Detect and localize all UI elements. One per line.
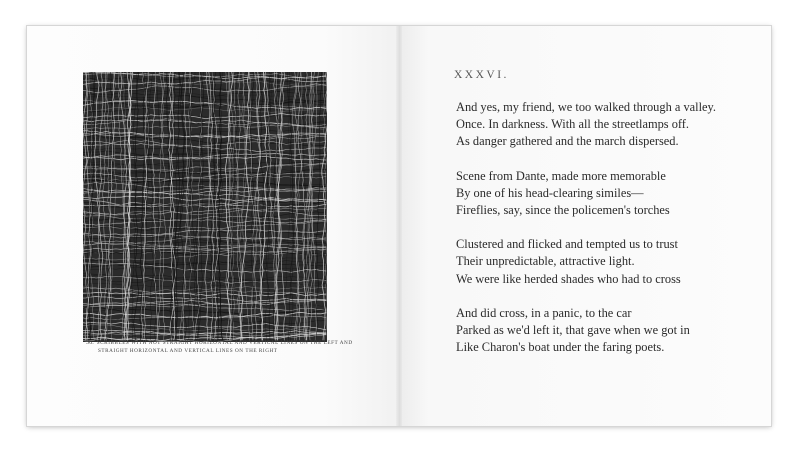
poem-line: As danger gathered and the march dispersed.	[456, 134, 679, 149]
caption-line-2: STRAIGHT HORIZONTAL AND VERTICAL LINES ON THE RIGHT	[98, 348, 278, 354]
scribble-drawing	[83, 72, 327, 342]
poem-line: Like Charon's boat under the faring poets.	[456, 340, 665, 355]
poem-line: And yes, my friend, we too walked through a valley.	[456, 100, 717, 114]
poem-number: XXXVI.	[454, 69, 509, 81]
stanza-2	[456, 168, 756, 220]
book-gutter	[396, 26, 402, 426]
poem-line: Fireflies, say, since the policemen's torches	[456, 202, 670, 217]
poem-line: Their unpredictable, attractive light.	[456, 254, 635, 269]
poem-line: We were like herded shades who had to cross	[456, 271, 681, 286]
stanza-1	[456, 99, 756, 151]
poem-line: Clustered and flicked and tempted us to trust	[456, 237, 678, 252]
caption-number: 36.	[86, 339, 94, 346]
poem-line: Parked as we'd left it, that gave when we got in	[456, 322, 690, 337]
poem-line: By one of his head-clearing similes—	[456, 185, 644, 200]
poem-line: Scene from Dante, made more memorable	[456, 168, 666, 183]
poem-line: And did cross, in a panic, to the car	[456, 305, 632, 320]
poem-line: Once. In darkness. With all the streetlamps off.	[456, 117, 690, 132]
caption-line-1: SCRIBBLES WITH NOT STRAIGHT HORIZONTAL AND VERTICAL LINES ON THE LEFT AND	[96, 340, 353, 346]
figure-caption	[86, 339, 386, 355]
stanza-3	[456, 236, 756, 288]
poem-body	[456, 99, 756, 373]
stanza-4	[456, 305, 756, 357]
